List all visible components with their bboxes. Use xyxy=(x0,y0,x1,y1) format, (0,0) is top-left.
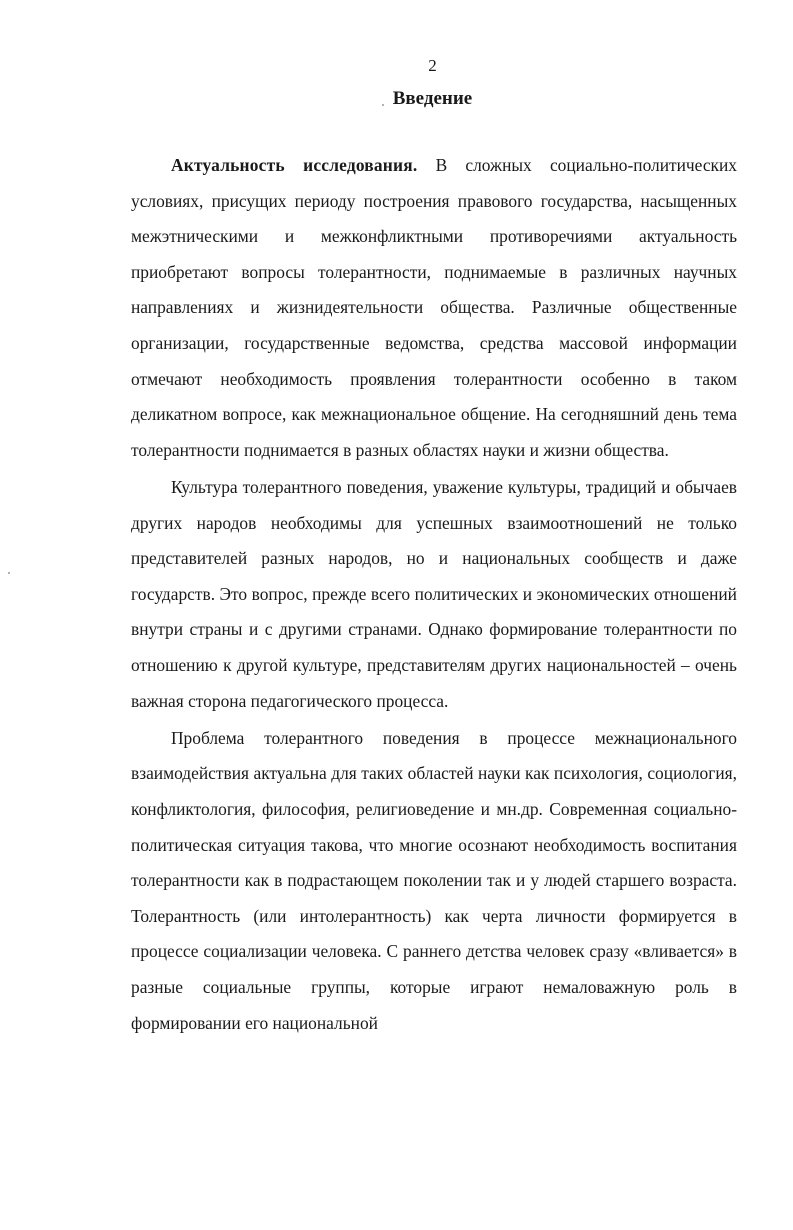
paragraph-lead: Актуальность исследования. xyxy=(171,155,418,175)
paragraph-culture xyxy=(131,470,737,719)
paragraph-text: Культура толерантного поведения, уважение культуры, традиций и обычаев других народов необходимы для успешных взаимоотношений не только представителей разных народов, но и национальных сообществ и даже государств. Это вопрос, прежде всего политических и экономических отношений внутри страны и с другими странами. Однако формирование толерантности по отношению к другой культуре, представителям других национальностей – очень важная сторона педагогического процесса. xyxy=(131,477,737,711)
scan-speck xyxy=(8,572,10,574)
scan-speck xyxy=(382,104,384,106)
body-text xyxy=(131,148,737,1043)
paragraph-text: В сложных социально-политических условиях, присущих периоду построения правового государства, насыщенных межэтническими и межконфликтными противоречиями актуальность приобретают вопросы толерантности, поднимаемые в различных научных направлениях и жизнидеятельности общества. Различные общественные организации, государственные ведомства, средства массовой информации отмечают необходимость проявления толерантности особенно в таком деликатном вопросе, как межнациональное общение. На сегодняшний день тема толерантности поднимается в разных областях науки и жизни общества. xyxy=(131,155,737,460)
paragraph-text: Проблема толерантного поведения в процессе межнационального взаимодействия актуальна для таких областей науки как психология, социология, конфликтология, философия, религиоведение и мн.др. Современная социально-политическая ситуация такова, что многие осознают необходимость воспитания толерантности как в подрастающем поколении так и у людей старшего возраста. Толерантность (или интолерантность) как черта личности формируется в процессе социализации человека. С раннего детства человек сразу «вливается» в разные социальные группы, которые играют немаловажную роль в формировании его национальной xyxy=(131,727,737,1033)
paragraph-problem xyxy=(131,721,737,1041)
page-number: 2 xyxy=(428,56,437,75)
paragraph-relevance xyxy=(131,148,737,468)
section-title: Введение xyxy=(392,88,473,109)
